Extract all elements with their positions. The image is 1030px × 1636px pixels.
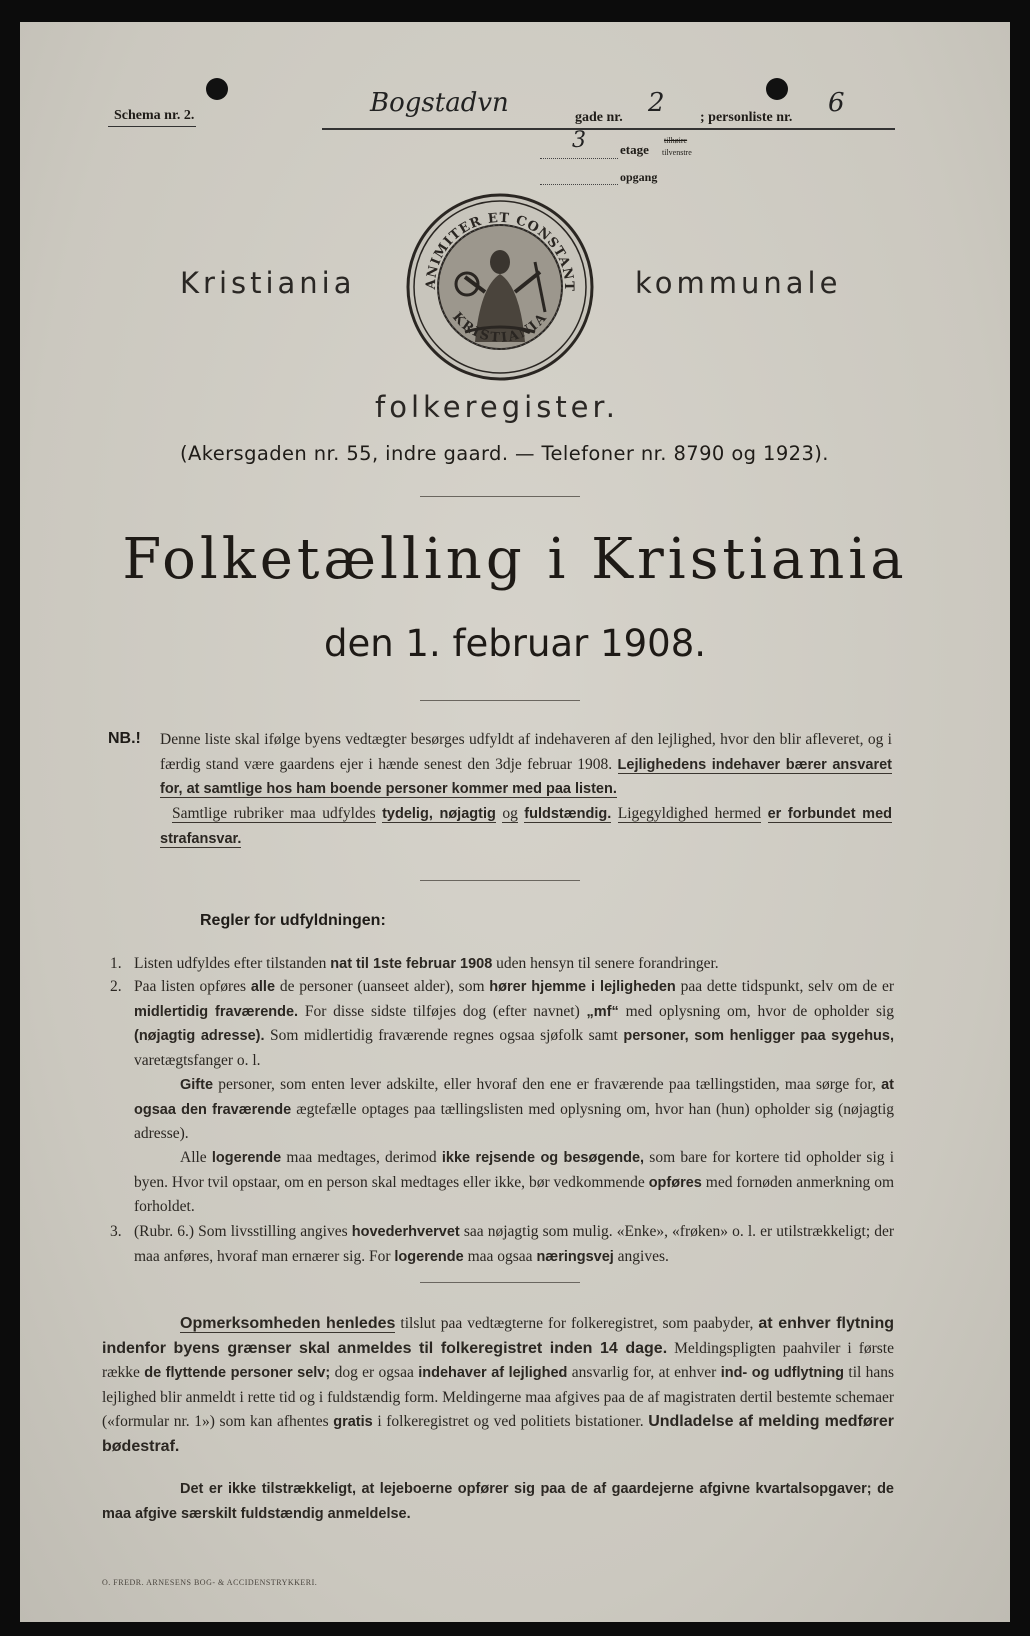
notice-text-b: tilslut paa vedtægterne for folkeregistret, som paabyder, [400, 1315, 754, 1332]
registry-title: folkeregister. [375, 390, 620, 424]
divider-3 [420, 880, 580, 881]
rule-2-log-g: med fornøden anmerkning om forholdet. [134, 1173, 895, 1215]
side-option-2: tilvenstre [662, 148, 692, 157]
notice-paragraph-2 [102, 1477, 894, 1526]
rule-2-log-c: maa medtages, derimod [286, 1149, 437, 1166]
rule-2-gifte-c: at ogsaa den fraværende [134, 1077, 895, 1118]
notice-text-d: Meldingspligten paahviler i første række [102, 1339, 894, 1381]
city-seal [405, 192, 595, 382]
notice-text-a: Opmerksomheden henledes [180, 1315, 396, 1332]
rule-2-gifte [134, 1073, 894, 1147]
etage-field [540, 152, 618, 159]
personliste-number: 6 [828, 88, 845, 118]
rule-3-text-b: hovederhvervet [351, 1224, 460, 1240]
notice-text-g: indehaver af lejlighed [418, 1365, 568, 1381]
rule-2 [134, 975, 894, 1073]
nb-label: NB.! [108, 730, 141, 747]
kommunale-word: kommunale [635, 266, 842, 300]
rule-2-text-i: med oplysning om, hvor de opholder sig [625, 1002, 895, 1020]
main-title: Folketælling i Kristiania [122, 527, 908, 592]
notice-text-e: de flyttende personer selv; [144, 1365, 331, 1381]
notice-text-2: Det er ikke tilstrækkeligt, at lejeboerne opfører sig paa de af gaardejerne afgivne kvartalsopgaver; de maa afgive særskilt fuldstændig anmeldelse. [102, 1481, 894, 1522]
notice-text-i: ind- og udflytning [720, 1365, 845, 1381]
rule-2-text-c: de personer (uanseet alder), som [279, 978, 485, 995]
rule-2-text-j: (nøjagtig adresse). [134, 1028, 265, 1044]
nb-text-2d: fuldstændig. [524, 806, 612, 822]
nb-text-2f: er forbundet med strafansvar. [160, 806, 892, 847]
divider-2 [420, 700, 580, 701]
divider-1 [420, 496, 580, 497]
divider-4 [420, 1282, 580, 1283]
rule-2-text-m: varetægtsfanger o. l. [134, 1051, 261, 1069]
rule-1-text-c: uden hensyn til senere forandringer. [496, 955, 719, 972]
rule-2-number: 2. [110, 978, 122, 995]
rules-heading: Regler for udfyldningen: [200, 912, 386, 929]
date-line: den 1. februar 1908. [323, 622, 707, 665]
rule-3-text-c: saa nøjagtig som mulig. «Enke», «frøken» o. l. er utilstrækkeligt; der maa anføres, hvoraf man ernærer sig. For [134, 1223, 895, 1265]
rule-2-log-f: opføres [648, 1174, 702, 1191]
notice-text-l: i folkeregistret og ved politiets bistationer. [377, 1413, 644, 1430]
rule-1 [134, 952, 894, 977]
census-form-page [20, 22, 1010, 1622]
rule-2-text-f: midlertidig fraværende. [134, 1003, 299, 1020]
notice-paragraph [102, 1312, 894, 1459]
rule-2-log-b: logerende [211, 1150, 282, 1166]
punch-hole-left [206, 78, 228, 100]
rule-3-text-d: logerende [394, 1248, 464, 1265]
rule-2-log-a: Alle [180, 1149, 207, 1166]
seal-text-bottom: KRISTIANIA [449, 309, 551, 346]
rule-3-number: 3. [110, 1223, 122, 1240]
rule-2-text-d: hører hjemme i lejligheden [489, 979, 676, 995]
etage-number: 3 [572, 128, 586, 153]
nb-text-2e: Ligegyldighed hermed [617, 805, 762, 822]
rule-2-gifte-d: ægtefælle optages paa tællingslisten med oplysning om, hvor han (hun) opholder sig (nøjagtig adresse). [134, 1100, 895, 1142]
nb-paragraph-1 [160, 728, 892, 802]
notice-text-h: ansvarlig for, at enhver [571, 1364, 717, 1381]
nb-text-1b: Lejlighedens indehaver bærer ansvaret for, at samtlige hos ham boende personer kommer med paa listen. [160, 756, 893, 797]
nb-text-2a: Samtlige rubriker maa udfyldes [172, 805, 376, 822]
notice-text-j: til hans lejlighed blir anmeldt i rette tid og i fuldstændig form. Meldingerne maa afgives paa de af magistraten dertil bestemte schemaer («formular nr. 1») som kan afhentes [102, 1364, 895, 1430]
printer-imprint: O. FREDR. ARNESENS BOG- & ACCIDENSTRYKKERI. [102, 1578, 318, 1587]
gade-number: 2 [648, 88, 665, 118]
rule-2-gifte-a: Gifte [180, 1077, 214, 1093]
rule-2-log-d: ikke rejsende og besøgende, [441, 1150, 645, 1166]
rule-1-text-b: nat til 1ste februar 1908 [330, 956, 493, 972]
side-option-1: tilhøire [664, 136, 688, 145]
notice-text-f: dog er ogsaa [334, 1364, 414, 1381]
nb-text-2c: og [502, 805, 518, 822]
seal-text-top: ANIMITER ET CONSTANT [423, 210, 577, 292]
nb-text-1a: Denne liste skal ifølge byens vedtægter besørges udfyldt af indehaveren af den lejlighed, hvor den blir afleveret, og i færdig stand være gaardens ejer i hænde senest den 3dje februar 1908. [160, 731, 892, 773]
nb-text-2b: tydelig, nøjagtig [382, 806, 496, 822]
punch-hole-right [766, 78, 788, 100]
rule-2-log-e: som bare for kortere tid opholder sig i byen. Hvor tvil opstaar, om en person skal medtages eller ikke, bør vedkommende [134, 1149, 895, 1191]
nb-paragraph-2 [160, 802, 892, 851]
rule-2-gifte-b: personer, som enten lever adskilte, eller hvoraf den ene er fraværende paa tællingstiden, maa sørge for, [218, 1076, 876, 1093]
seal-emblem-icon [405, 192, 595, 382]
rule-2-text-l: personer, som henligger paa sygehus, [623, 1028, 895, 1044]
etage-label: etage [620, 142, 649, 157]
rule-3-text-g: angives. [617, 1247, 669, 1265]
rule-3-text-a: (Rubr. 6.) Som livsstilling angives [134, 1223, 348, 1240]
rule-1-number: 1. [110, 955, 122, 972]
rule-3-text-e: maa ogsaa [467, 1247, 533, 1265]
rule-2-logerende [134, 1146, 894, 1220]
rule-2-text-b: alle [250, 979, 276, 995]
kristiania-word: Kristiania [180, 266, 356, 300]
opgang-label: opgang [620, 170, 658, 184]
header-rule [322, 128, 895, 130]
rule-1-text-a: Listen udfyldes efter tilstanden [134, 955, 327, 972]
notice-text-m: Undladelse af melding medfører bødestraf. [102, 1413, 895, 1455]
rule-2-text-a: Paa listen opføres [134, 978, 247, 995]
rule-3-text-f: næringsvej [536, 1248, 614, 1265]
rule-2-text-k: Som midlertidig fraværende regnes ogsaa sjøfolk samt [269, 1027, 618, 1044]
rule-2-text-g: For disse sidste tilføjes dog (efter navnet) [304, 1002, 580, 1020]
street-handwritten: Bogstadvn [370, 88, 509, 118]
opgang-field [540, 178, 618, 185]
notice-text-c: at enhver flytning indenfor byens grænser skal anmeldes til folkeregistret inden 14 dage. [102, 1315, 894, 1357]
rule-2-text-e: paa dette tidspunkt, selv om de er [680, 978, 895, 995]
rule-2-text-h: „mf“ [586, 1003, 619, 1020]
registry-address: (Akersgaden nr. 55, indre gaard. — Telefoner nr. 8790 og 1923). [180, 442, 829, 465]
schema-label: Schema nr. 2. [108, 108, 196, 127]
notice-text-k: gratis [333, 1414, 373, 1430]
personliste-label: ; personliste nr. [700, 110, 793, 125]
gade-label: gade nr. [575, 110, 623, 125]
rule-3 [134, 1220, 894, 1269]
